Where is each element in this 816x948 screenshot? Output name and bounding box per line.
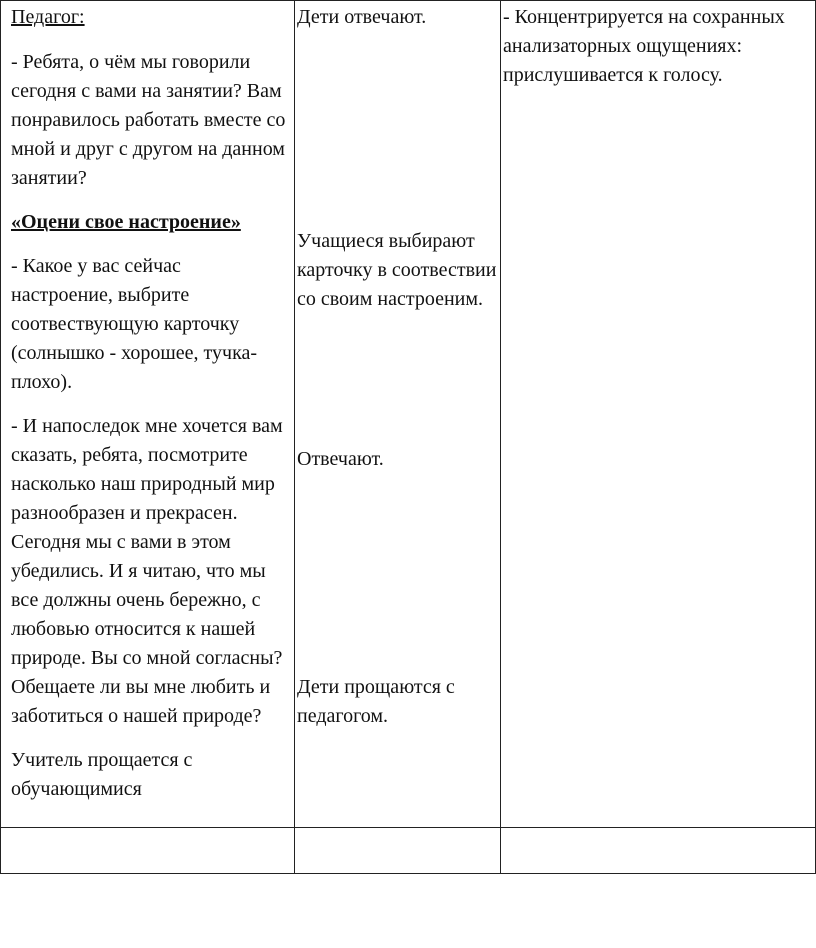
table-border-top (0, 0, 816, 1)
students-answer-4: Дети прощаются с педагогом. (297, 676, 455, 727)
students-answer-2: Учащиеся выбирают карточку в соотвествии со своим настроеним. (297, 230, 497, 310)
empty-row-teacher-cell (1, 828, 294, 873)
teacher-farewell: Учитель прощается с обучающимися (11, 749, 193, 800)
table-column-divider-1 (294, 0, 295, 874)
table-border-bottom (0, 873, 816, 874)
notes-cell (503, 3, 809, 90)
table-column-divider-2 (500, 0, 501, 874)
empty-row-notes-cell (501, 828, 815, 873)
teacher-cell (11, 3, 287, 804)
teacher-question-recap: - Ребята, о чём мы говорили сегодня с вами на занятии? Вам понравилось работать вместе со мной и друг с другом на данном занятии? (11, 51, 286, 189)
teacher-heading: Педагог: (11, 6, 85, 28)
students-answer-1: Дети отвечают. (297, 6, 427, 28)
closing-speech: - И напоследок мне хочется вам сказать, ребята, посмотрите насколько наш природный мир разнообразен и прекрасен. Сегодня мы с вами в этом убедились. И я читаю, что мы все должны очень бережно, с любовью относится к нашей природе. Вы со мной согласны? Обещаете ли вы мне любить и заботиться о нашей природе? (11, 415, 283, 727)
table-border-left (0, 0, 1, 874)
empty-row-students-cell (295, 828, 500, 873)
mood-instruction: - Какое у вас сейчас настроение, выбрите соотвествующую карточку (солнышко - хорошее, тучка-плохо). (11, 255, 258, 393)
students-answer-3: Отвечают. (297, 448, 384, 470)
notes-text: - Концентрируется на сохранных анализаторных ощущениях: прислушивается к голосу. (503, 6, 785, 86)
mood-heading: «Оцени свое настроение» (11, 211, 241, 233)
